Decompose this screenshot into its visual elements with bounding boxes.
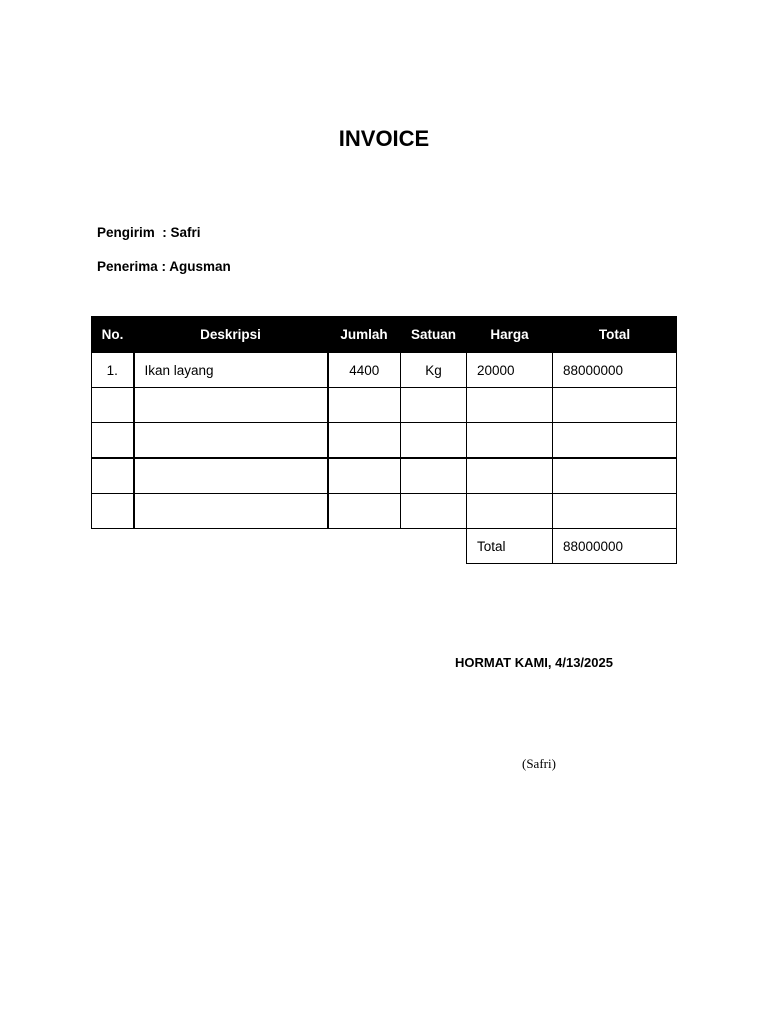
closing-regards: HORMAT KAMI, 4/13/2025 [455,655,613,670]
cell-total [553,423,677,459]
summary-spacer [92,529,467,564]
header-price: Harga [467,317,553,353]
summary-label: Total [467,529,553,564]
header-quantity: Jumlah [328,317,401,353]
cell-no [92,388,134,423]
summary-total-value: 88000000 [553,529,677,564]
signature-name: (Safri) [522,756,556,771]
table-header-row [92,317,677,353]
cell-price [467,388,553,423]
cell-description [134,458,328,494]
table-row [92,494,677,529]
cell-no [92,423,134,459]
cell-price: 20000 [467,353,553,388]
receiver-label: Penerima : [97,259,170,274]
cell-unit [401,458,467,494]
cell-price [467,494,553,529]
header-unit: Satuan [401,317,467,353]
cell-quantity [328,388,401,423]
table-row [92,388,677,423]
cell-no [92,458,134,494]
cell-unit [401,388,467,423]
cell-quantity [328,494,401,529]
receiver-line [97,259,231,274]
cell-description [134,494,328,529]
cell-description [134,388,328,423]
cell-unit [401,423,467,459]
table-row [92,423,677,459]
header-description: Deskripsi [134,317,328,353]
header-total: Total [553,317,677,353]
cell-total [553,388,677,423]
cell-total: 88000000 [553,353,677,388]
cell-price [467,423,553,459]
cell-unit: Kg [401,353,467,388]
cell-description [134,423,328,459]
cell-description: Ikan layang [134,353,328,388]
cell-quantity: 4400 [328,353,401,388]
cell-total [553,494,677,529]
invoice-title: INVOICE [338,126,430,151]
cell-quantity [328,423,401,459]
cell-quantity [328,458,401,494]
invoice-items-table [91,316,677,564]
summary-row [92,529,677,564]
cell-unit [401,494,467,529]
sender-name: Safri [170,225,201,240]
table-row [92,353,677,388]
table-row [92,458,677,494]
sender-line [97,225,201,240]
header-no: No. [92,317,134,353]
cell-no: 1. [92,353,134,388]
receiver-name: Agusman [169,259,231,274]
sender-label: Pengirim : [97,225,171,240]
cell-total [553,458,677,494]
cell-no [92,494,134,529]
cell-price [467,458,553,494]
